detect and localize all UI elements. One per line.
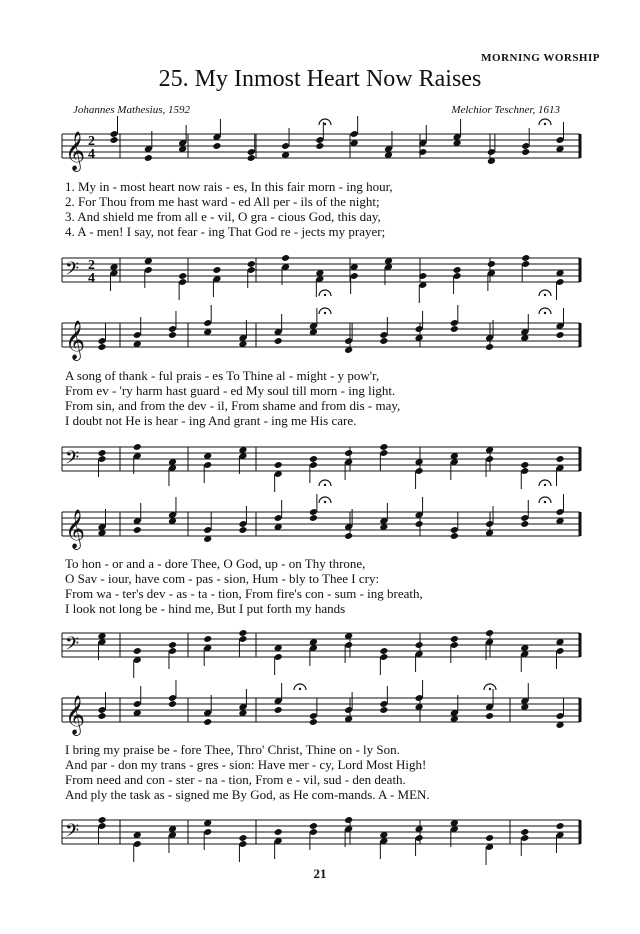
- note-head: [450, 635, 459, 643]
- page-number: 21: [313, 866, 327, 881]
- lyric-line: From sin, and from the dev - il, From shame and from dis - may,: [65, 398, 401, 413]
- note-head: [379, 647, 388, 655]
- note-head: [281, 254, 290, 262]
- note-head: [247, 154, 256, 162]
- note-head: [97, 343, 106, 351]
- treble-clef-icon: 𝄞: [65, 509, 86, 549]
- lyric-line: And ply the task as - signed me By God, as He com-mands. A - MEN.: [65, 787, 430, 802]
- note-head: [274, 828, 283, 836]
- hymn-title: 25. My Inmost Heart Now Raises: [158, 66, 482, 92]
- fermata-dot: [544, 501, 546, 503]
- lyric-line: I doubt not He is hear - ing And grant - ing me His care.: [65, 413, 357, 428]
- fermata-dot: [324, 294, 326, 296]
- note-head: [309, 718, 318, 726]
- lyric-line: 2. For Thou from me hast ward - ed All per - ils of the night;: [65, 194, 380, 209]
- lyric-line: From wa - ter's dev - as - ta - tion, From fire's con - sum - ing breath,: [65, 586, 423, 601]
- note-head: [238, 834, 247, 842]
- fermata-dot: [324, 312, 326, 314]
- note-head: [555, 822, 564, 830]
- lyric-line: I look not long be - hind me, But I put forth my hands: [65, 601, 346, 616]
- fermata-dot: [544, 312, 546, 314]
- note-head: [309, 822, 318, 830]
- note-head: [520, 461, 529, 469]
- time-signature-top: 2: [88, 258, 95, 273]
- note-head: [344, 816, 353, 824]
- note-head: [315, 142, 324, 150]
- note-head: [238, 629, 247, 637]
- note-head: [212, 142, 221, 150]
- note-head: [97, 816, 106, 824]
- note-head: [379, 443, 388, 451]
- fermata-dot: [324, 501, 326, 503]
- time-signature-top: 2: [88, 134, 95, 149]
- note-head: [453, 266, 462, 274]
- note-head: [178, 272, 187, 280]
- note-head: [379, 706, 388, 714]
- note-head: [521, 148, 530, 156]
- note-head: [212, 266, 221, 274]
- lyric-line: From ev - 'ry harm hast guard - ed My soul till morn - ing light.: [65, 383, 396, 398]
- fermata-dot: [544, 484, 546, 486]
- note-head: [203, 635, 212, 643]
- fermata-dot: [299, 688, 301, 690]
- note-head: [247, 260, 256, 268]
- lyric-line: From need and con - ster - na - tion, From e - vil, sud - den death.: [65, 772, 406, 787]
- note-head: [309, 514, 318, 522]
- note-head: [485, 343, 494, 351]
- time-signature-bottom: 4: [88, 271, 95, 286]
- note-head: [238, 526, 247, 534]
- note-head: [415, 641, 424, 649]
- text-author: Johannes Mathesius, 1592: [73, 104, 191, 116]
- fermata-dot: [544, 123, 546, 125]
- note-head: [133, 647, 142, 655]
- treble-clef-icon: 𝄞: [65, 131, 86, 171]
- time-signature-bottom: 4: [88, 147, 95, 162]
- bass-clef-icon: 𝄢: [65, 634, 80, 659]
- note-head: [485, 629, 494, 637]
- note-head: [555, 331, 564, 339]
- fermata-dot: [324, 484, 326, 486]
- lyric-line: I bring my praise be - fore Thee, Thro' Christ, Thine on - ly Son.: [65, 742, 400, 757]
- treble-clef-icon: 𝄞: [65, 695, 86, 735]
- tune-composer: Melchior Teschner, 1613: [451, 104, 560, 116]
- note-head: [309, 455, 318, 463]
- fermata-dot: [324, 123, 326, 125]
- fermata-dot: [544, 294, 546, 296]
- note-head: [450, 325, 459, 333]
- section-heading: MORNING WORSHIP: [481, 52, 600, 64]
- note-head: [485, 834, 494, 842]
- note-head: [168, 700, 177, 708]
- lyric-line: To hon - or and a - dore Thee, O God, up - on Thy throne,: [65, 556, 366, 571]
- note-head: [274, 337, 283, 345]
- note-head: [203, 718, 212, 726]
- lyric-line: O Sav - iour, have com - pas - sion, Hum - bly to Thee I cry:: [65, 571, 380, 586]
- note-head: [521, 254, 530, 262]
- note-head: [485, 712, 494, 720]
- note-head: [109, 136, 118, 144]
- note-head: [133, 443, 142, 451]
- note-head: [555, 455, 564, 463]
- lyric-line: 3. And shield me from all e - vil, O gra - cious God, this day,: [65, 209, 381, 224]
- note-head: [415, 520, 424, 528]
- note-head: [144, 154, 153, 162]
- note-head: [487, 260, 496, 268]
- note-head: [379, 337, 388, 345]
- bass-clef-icon: 𝄢: [65, 448, 80, 473]
- note-head: [168, 331, 177, 339]
- note-head: [520, 520, 529, 528]
- note-head: [97, 449, 106, 457]
- lyric-line: 4. A - men! I say, not fear - ing That God re - jects my prayer;: [65, 224, 386, 239]
- note-head: [168, 641, 177, 649]
- note-head: [520, 828, 529, 836]
- lyric-line: A song of thank - ful prais - es To Thine al - might - y pow'r,: [65, 368, 380, 383]
- note-head: [450, 532, 459, 540]
- treble-clef-icon: 𝄞: [65, 320, 86, 360]
- note-head: [97, 712, 106, 720]
- lyric-line: And par - don my trans - gres - sion: Have mer - cy, Lord Most High!: [65, 757, 427, 772]
- note-head: [274, 706, 283, 714]
- fermata-dot: [489, 688, 491, 690]
- note-head: [133, 526, 142, 534]
- note-head: [274, 461, 283, 469]
- lyric-line: 1. My in - most heart now rais - es, In this fair morn - ing hour,: [65, 179, 393, 194]
- bass-clef-icon: 𝄢: [65, 259, 80, 284]
- bass-clef-icon: 𝄢: [65, 821, 80, 846]
- note-head: [344, 532, 353, 540]
- note-head: [344, 449, 353, 457]
